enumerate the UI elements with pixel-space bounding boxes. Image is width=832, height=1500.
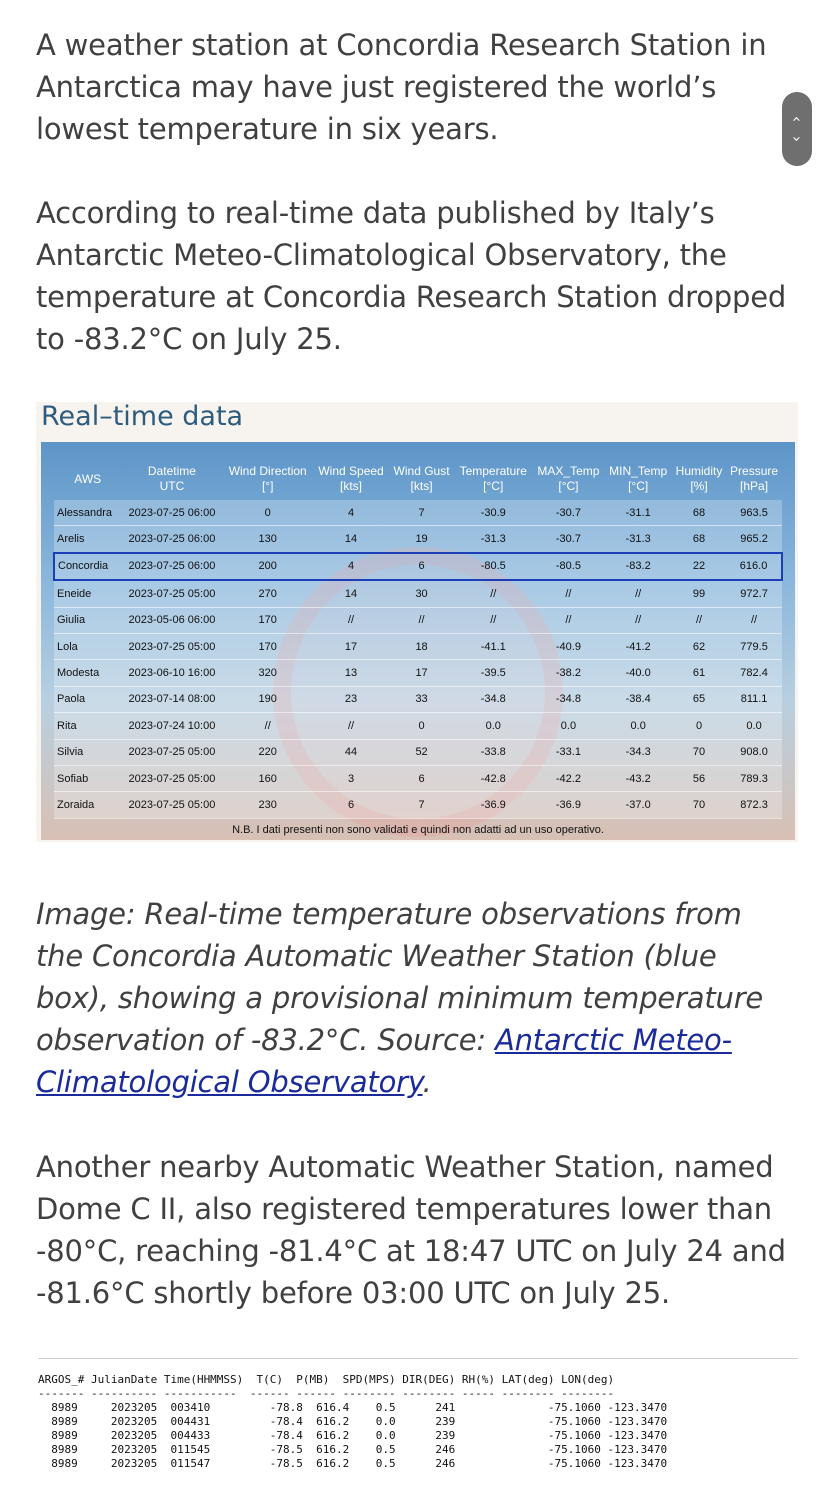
- table-row: [54, 526, 782, 553]
- table-row: [54, 633, 782, 659]
- table-row: [54, 739, 782, 765]
- chevron-up-icon[interactable]: ‹: [788, 116, 806, 122]
- table-cell: 65: [672, 686, 726, 712]
- caption-text: Image: Real-time temperature observations from the Concordia Automatic Weather Station (blue box), showing a provisional minimum temperature observation of -83.2°C. Source:: [36, 897, 764, 1057]
- argos-row: 8989 2023205 011547 -78.5 616.2 0.5 246 -75.1060 -123.3470: [38, 1457, 668, 1470]
- table-cell: -33.8: [454, 739, 532, 765]
- table-cell: 2023-05-06 06:00: [121, 607, 222, 633]
- table-cell: 7: [389, 792, 454, 818]
- table-cell: 0.0: [532, 713, 604, 739]
- table-cell: -41.2: [604, 633, 671, 659]
- table-cell: 52: [389, 739, 454, 765]
- column-header: AWS: [74, 471, 102, 486]
- table-cell: //: [604, 580, 671, 607]
- table-row: [54, 765, 782, 791]
- table-cell: 170: [222, 633, 313, 659]
- table-cell: 3: [313, 765, 389, 791]
- chevron-down-icon[interactable]: ›: [788, 136, 806, 142]
- table-cell: 270: [222, 580, 313, 607]
- station-name-cell: Rita: [54, 713, 121, 739]
- table-row: [54, 553, 782, 580]
- table-cell: -40.9: [532, 633, 604, 659]
- table-cell: 13: [313, 660, 389, 686]
- station-name-cell: Zoraida: [54, 792, 121, 818]
- table-cell: //: [532, 607, 604, 633]
- table-cell: 23: [313, 686, 389, 712]
- table-cell: 200: [222, 553, 313, 580]
- table-cell: 2023-07-25 06:00: [121, 526, 222, 553]
- realtime-note: N.B. I dati presenti non sono validati e quindi non adatti ad un uso operativo.: [232, 824, 604, 836]
- table-cell: 779.5: [726, 633, 782, 659]
- table-cell: 4: [313, 500, 389, 526]
- table-cell: 782.4: [726, 660, 782, 686]
- source-link[interactable]: Antarctic Meteo-Climatological Observatory: [36, 1023, 732, 1099]
- realtime-body: [54, 500, 782, 818]
- table-cell: -31.1: [604, 500, 671, 526]
- table-cell: 0.0: [454, 713, 532, 739]
- table-cell: 17: [313, 633, 389, 659]
- argos-row: 8989 2023205 004431 -78.4 616.2 0.0 239 -75.1060 -123.3470: [38, 1415, 668, 1428]
- table-cell: 2023-07-24 10:00: [121, 713, 222, 739]
- realtime-data-image: [36, 402, 798, 842]
- table-row: [54, 792, 782, 818]
- column-header: Humidity [%]: [675, 464, 723, 493]
- table-cell: 2023-07-14 08:00: [121, 686, 222, 712]
- column-header: Wind Direction [°]: [228, 464, 307, 493]
- table-cell: -31.3: [604, 526, 671, 553]
- table-cell: 963.5: [726, 500, 782, 526]
- table-cell: -83.2: [604, 553, 671, 580]
- table-row: [54, 660, 782, 686]
- table-row: [54, 686, 782, 712]
- table-cell: -31.3: [454, 526, 532, 553]
- column-header: Wind Speed [kts]: [318, 464, 384, 493]
- article-paragraph-1: A weather station at Concordia Research Station in Antarctica may have just registered the world’s lowest temperature in six years.: [36, 28, 767, 146]
- table-cell: 0: [222, 500, 313, 526]
- argos-table: [38, 1359, 798, 1471]
- station-name-cell: Alessandra: [54, 500, 121, 526]
- table-cell: -41.1: [454, 633, 532, 659]
- table-cell: 44: [313, 739, 389, 765]
- table-cell: 190: [222, 686, 313, 712]
- table-cell: 6: [313, 792, 389, 818]
- argos-data-image: [38, 1358, 798, 1473]
- argos-header: ARGOS_# JulianDate Time(HHMMSS) T(C) P(MB) SPD(MPS) DIR(DEG) RH(%) LAT(deg) LON(deg): [38, 1373, 615, 1386]
- table-cell: 908.0: [726, 739, 782, 765]
- table-cell: 19: [389, 526, 454, 553]
- table-cell: 14: [313, 580, 389, 607]
- argos-row: 8989 2023205 004433 -78.4 616.2 0.0 239 -75.1060 -123.3470: [38, 1429, 668, 1442]
- table-cell: -34.8: [454, 686, 532, 712]
- table-cell: 220: [222, 739, 313, 765]
- article-paragraph-3: Another nearby Automatic Weather Station, named Dome C II, also registered temperatures lower than -80°C, reaching -81.4°C at 18:47 UTC on July 24 and -81.6°C shortly before 03:00 UTC on July 25.: [36, 1150, 786, 1310]
- table-cell: -80.5: [532, 553, 604, 580]
- table-cell: //: [604, 607, 671, 633]
- table-cell: 99: [672, 580, 726, 607]
- table-cell: -40.0: [604, 660, 671, 686]
- column-header: MAX_Temp [°C]: [537, 464, 600, 493]
- table-cell: -80.5: [454, 553, 532, 580]
- table-row: [54, 580, 782, 607]
- table-cell: -30.9: [454, 500, 532, 526]
- table-cell: 872.3: [726, 792, 782, 818]
- image-caption: [36, 893, 796, 1103]
- table-cell: 811.1: [726, 686, 782, 712]
- table-cell: -30.7: [532, 500, 604, 526]
- station-name-cell: Concordia: [54, 553, 121, 580]
- table-cell: 2023-07-25 05:00: [121, 765, 222, 791]
- station-name-cell: Paola: [54, 686, 121, 712]
- table-cell: -34.3: [604, 739, 671, 765]
- table-cell: //: [222, 713, 313, 739]
- table-cell: -42.8: [454, 765, 532, 791]
- table-cell: 62: [672, 633, 726, 659]
- table-cell: 2023-06-10 16:00: [121, 660, 222, 686]
- table-cell: 22: [672, 553, 726, 580]
- table-cell: 2023-07-25 05:00: [121, 739, 222, 765]
- table-cell: //: [454, 607, 532, 633]
- realtime-title: Real–time data: [41, 401, 244, 432]
- argos-row: 8989 2023205 003410 -78.8 616.4 0.5 241 -75.1060 -123.3470: [38, 1401, 668, 1414]
- table-cell: //: [672, 607, 726, 633]
- table-cell: 61: [672, 660, 726, 686]
- table-cell: 0.0: [604, 713, 671, 739]
- table-cell: 4: [313, 553, 389, 580]
- station-name-cell: Eneide: [54, 580, 121, 607]
- table-cell: 320: [222, 660, 313, 686]
- table-cell: -42.2: [532, 765, 604, 791]
- realtime-header-row: [54, 462, 782, 500]
- table-cell: -36.9: [454, 792, 532, 818]
- table-cell: -38.2: [532, 660, 604, 686]
- table-row: [54, 607, 782, 633]
- table-cell: -43.2: [604, 765, 671, 791]
- argos-row: 8989 2023205 011545 -78.5 616.2 0.5 246 -75.1060 -123.3470: [38, 1443, 668, 1456]
- table-cell: 6: [389, 553, 454, 580]
- column-header: Datetime UTC: [147, 464, 196, 493]
- table-cell: 2023-07-25 05:00: [121, 792, 222, 818]
- station-name-cell: Silvia: [54, 739, 121, 765]
- table-cell: 68: [672, 526, 726, 553]
- table-cell: 7: [389, 500, 454, 526]
- table-cell: 33: [389, 686, 454, 712]
- station-name-cell: Sofiab: [54, 765, 121, 791]
- realtime-table: [53, 462, 783, 819]
- table-row: [54, 713, 782, 739]
- table-cell: 0: [389, 713, 454, 739]
- table-cell: 2023-07-25 05:00: [121, 633, 222, 659]
- table-cell: -39.5: [454, 660, 532, 686]
- table-cell: 70: [672, 792, 726, 818]
- station-name-cell: Lola: [54, 633, 121, 659]
- table-cell: //: [532, 580, 604, 607]
- table-cell: 17: [389, 660, 454, 686]
- station-name-cell: Arelis: [54, 526, 121, 553]
- table-cell: 6: [389, 765, 454, 791]
- table-cell: -38.4: [604, 686, 671, 712]
- realtime-panel: [41, 442, 795, 840]
- table-cell: 18: [389, 633, 454, 659]
- table-cell: -33.1: [532, 739, 604, 765]
- station-name-cell: Giulia: [54, 607, 121, 633]
- table-cell: 30: [389, 580, 454, 607]
- table-cell: 965.2: [726, 526, 782, 553]
- table-cell: 0: [672, 713, 726, 739]
- table-cell: 2023-07-25 06:00: [121, 553, 222, 580]
- table-cell: 68: [672, 500, 726, 526]
- table-row: [54, 500, 782, 526]
- table-cell: -34.8: [532, 686, 604, 712]
- table-cell: 160: [222, 765, 313, 791]
- table-cell: //: [726, 607, 782, 633]
- table-cell: //: [313, 607, 389, 633]
- table-cell: 616.0: [726, 553, 782, 580]
- table-cell: 230: [222, 792, 313, 818]
- table-cell: -30.7: [532, 526, 604, 553]
- table-cell: 56: [672, 765, 726, 791]
- station-name-cell: Modesta: [54, 660, 121, 686]
- column-header: Wind Gust [kts]: [393, 464, 450, 493]
- article-paragraph-2: According to real-time data published by Italy’s Antarctic Meteo-Climatological Observatory, the temperature at Concordia Research Station dropped to -83.2°C on July 25.: [36, 196, 787, 356]
- table-cell: -37.0: [604, 792, 671, 818]
- table-cell: //: [454, 580, 532, 607]
- argos-separator: ------- ---------- ----------- ------ ------ -------- -------- ----- -------- --------: [38, 1387, 615, 1400]
- scroll-buttons[interactable]: [782, 92, 812, 166]
- column-header: MIN_Temp [°C]: [609, 464, 668, 493]
- table-cell: 789.3: [726, 765, 782, 791]
- table-cell: //: [389, 607, 454, 633]
- table-cell: 2023-07-25 06:00: [121, 500, 222, 526]
- caption-end: .: [422, 1065, 432, 1099]
- table-cell: 130: [222, 526, 313, 553]
- column-header: Temperature [°C]: [459, 464, 527, 493]
- table-cell: 2023-07-25 05:00: [121, 580, 222, 607]
- table-cell: -36.9: [532, 792, 604, 818]
- table-cell: 0.0: [726, 713, 782, 739]
- table-cell: 972.7: [726, 580, 782, 607]
- table-cell: 170: [222, 607, 313, 633]
- table-cell: //: [313, 713, 389, 739]
- table-cell: 70: [672, 739, 726, 765]
- column-header: Pressure [hPa]: [730, 464, 779, 493]
- table-cell: 14: [313, 526, 389, 553]
